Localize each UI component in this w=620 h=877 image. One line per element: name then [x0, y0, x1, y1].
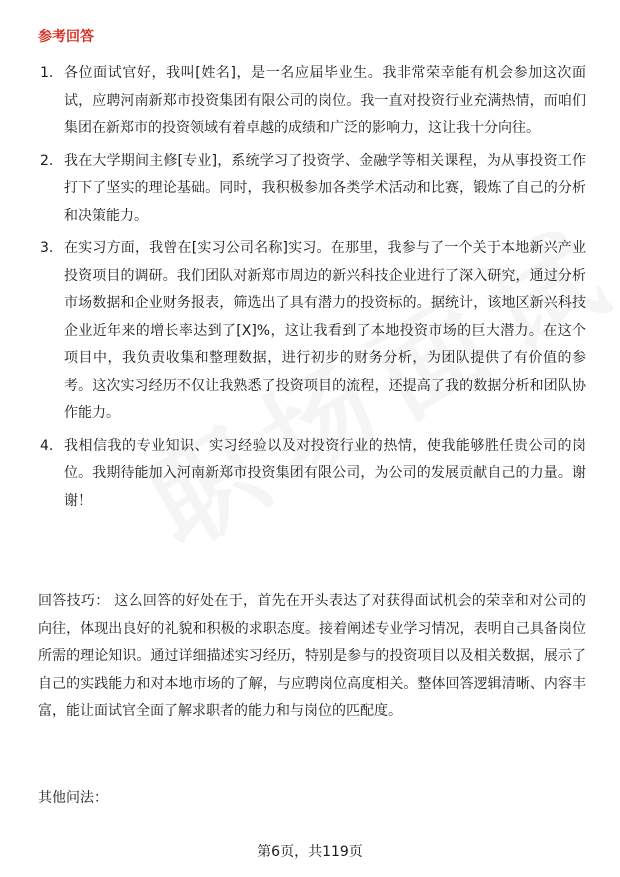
- answer-number: 2.: [40, 152, 54, 169]
- answer-text: 我在大学期间主修[专业]，系统学习了投资学、金融学等相关课程，为从事投资工作打下了坚实的理论基础。同时，我积极参加各类学术活动和比赛，锻炼了自己的分析和决策能力。: [64, 152, 586, 224]
- section-title: 参考回答: [38, 29, 94, 45]
- answer-number: 4.: [40, 437, 54, 454]
- answer-text: 在实习方面，我曾在[实习公司名称]实习。在那里，我参与了一个关于本地新兴产业投资项目的调研。我们团队对新郑市周边的新兴科技企业进行了深入研究，通过分析市场数据和企业财务报表，筛选出了具有潜力的投资标的。据统计，该地区新兴科技企业近年来的增长率达到了[X]%，这让我看到了本地投资市场的巨大潜力。在这个项目中，我负责收集和整理数据，进行初步的财务分析，为团队提供了有价值的参考。这次实习经历不仅让我熟悉了投资项目的流程，还提高了我的数据分析和团队协作能力。: [64, 240, 586, 421]
- page-footer: 第6页，共119页: [257, 844, 363, 860]
- other-questions-label: 其他问法：: [38, 790, 108, 806]
- answer-list: [38, 60, 586, 520]
- answer-tips: 回答技巧： 这么回答的好处在于，首先在开头表达了对获得面试机会的荣幸和对公司的向往，体现出良好的礼貌和积极的求职态度。接着阐述专业学习情况，表明自己具备岗位所需的理论知识。通过详细描述实习经历，特别是参与的投资项目以及相关数据，展示了自己的实践能力和对本地市场的了解，与应聘岗位高度相关。整体回答逻辑清晰、内容丰富，能让面试官全面了解求职者的能力和与岗位的匹配度。: [38, 593, 586, 719]
- answer-number: 3.: [40, 240, 54, 256]
- answer-text: 各位面试官好，我叫[姓名]，是一名应届毕业生。我非常荣幸能有机会参加这次面试，应聘河南新郑市投资集团有限公司的岗位。我一直对投资行业充满热情，而咱们集团在新郑市的投资领域有着卓越的成绩和广泛的影响力，这让我十分向往。: [64, 65, 586, 136]
- answer-text: 我相信我的专业知识、实习经验以及对投资行业的热情，使我能够胜任贵公司的岗位。我期待能加入河南新郑市投资集团有限公司，为公司的发展贡献自己的力量。谢谢！: [64, 437, 586, 509]
- answer-item-4: [38, 433, 586, 516]
- answer-item-2: [38, 148, 586, 231]
- answer-item-3: [38, 235, 586, 428]
- answer-number: 1.: [40, 65, 54, 81]
- answer-item-1: [38, 60, 586, 143]
